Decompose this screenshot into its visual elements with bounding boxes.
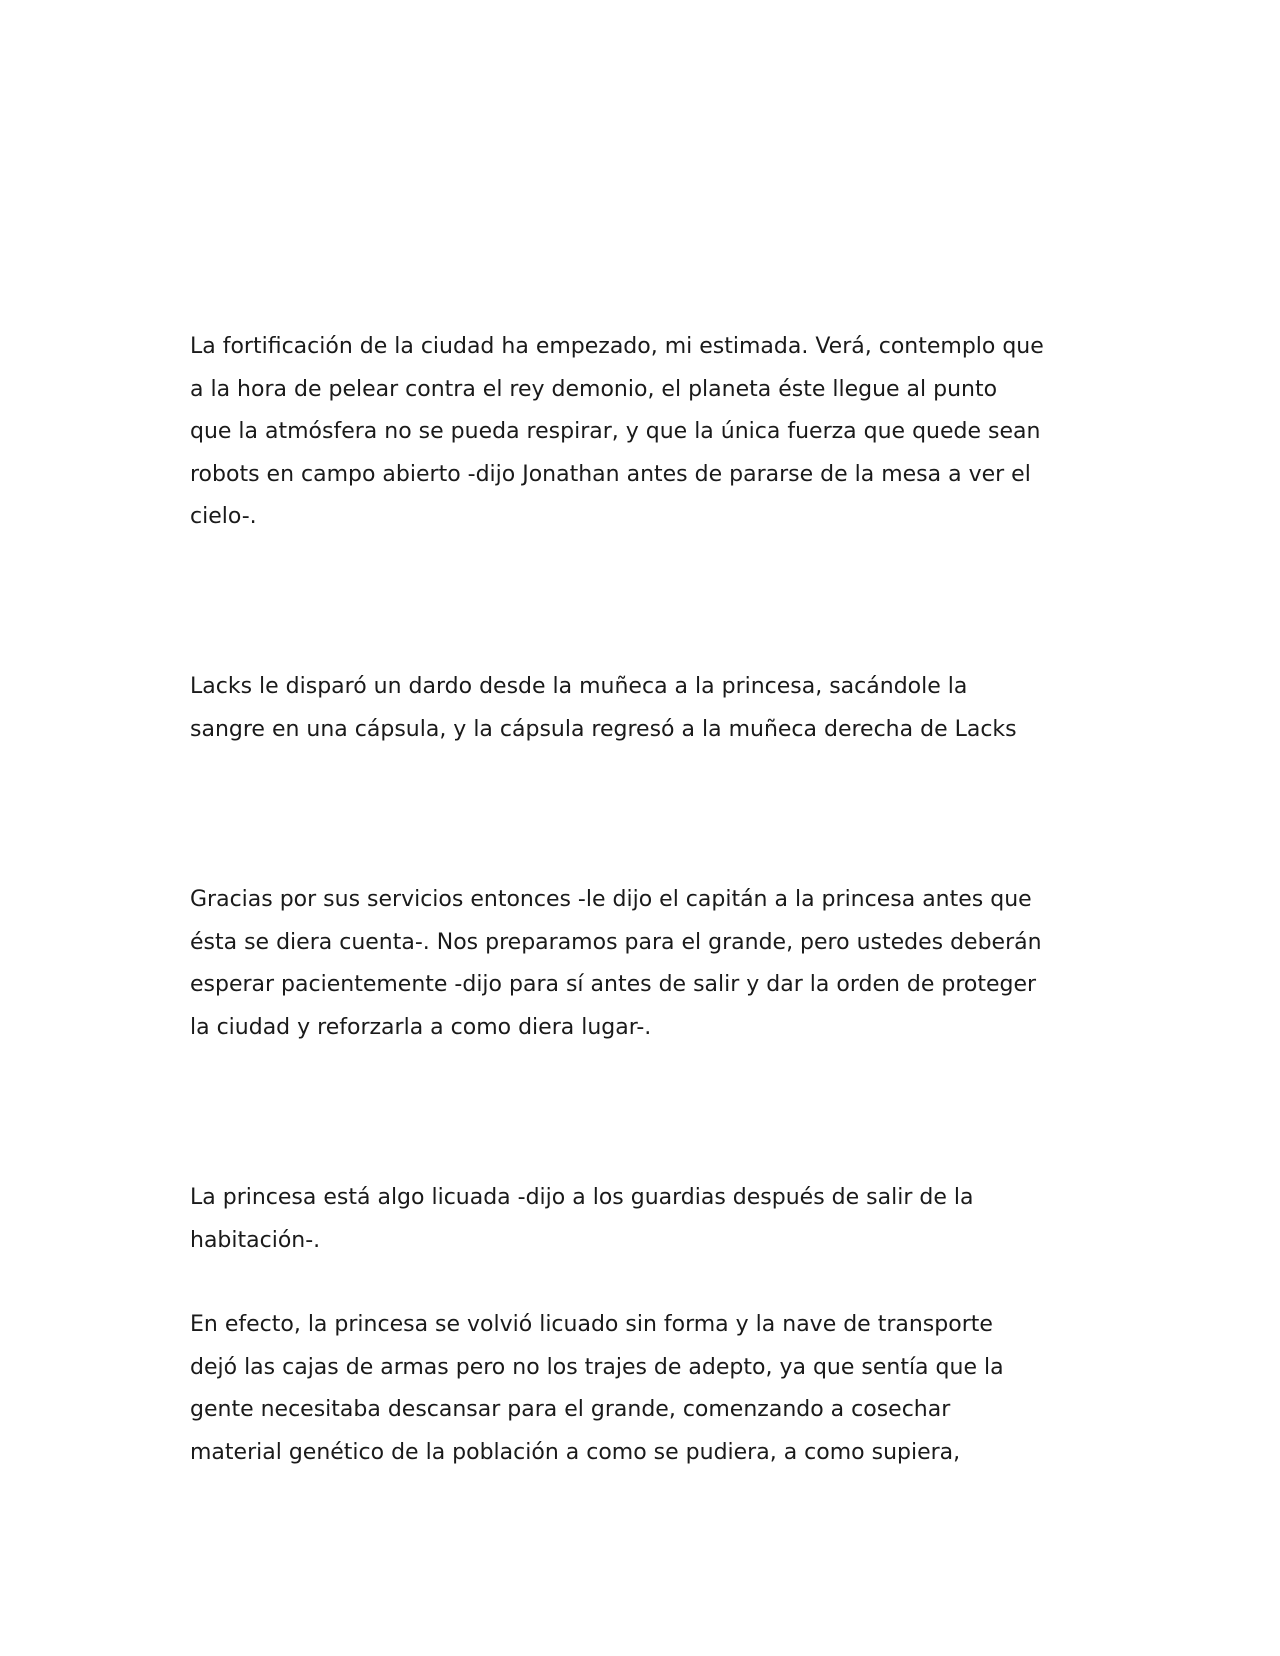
paragraph-5: En efecto, la princesa se volvió licuado sin forma y la nave de transporte dejó las cajas de armas pero no los trajes de adepto, ya que sentía que la gente necesitaba descansar para el grande, comenzando a cosechar material genético de la población a como se pudiera, a como supiera, [190,1312,1004,1465]
paragraph-1: La fortificación de la ciudad ha empezado, mi estimada. Verá, contemplo que a la hora de pelear contra el rey demonio, el planeta éste llegue al punto que la atmósfera no se pueda respirar, y que la única fuerza que quede sean robots en campo abierto -dijo Jonathan antes de pararse de la mesa a ver el cielo-. [190,334,1044,529]
paragraph-2: Lacks le disparó un dardo desde la muñeca a la princesa, sacándole la sangre en una cápsula, y la cápsula regresó a la muñeca derecha de Lacks [190,674,1017,742]
paragraph-4: La princesa está algo licuada -dijo a los guardias después de salir de la habitación-. [190,1185,974,1253]
paragraph-3: Gracias por sus servicios entonces -le dijo el capitán a la princesa antes que ésta se diera cuenta-. Nos preparamos para el grande, pero ustedes deberán esperar pacientemente -dijo para sí antes de salir y dar la orden de proteger la ciudad y reforzarla a como diera lugar-. [190,887,1042,1040]
